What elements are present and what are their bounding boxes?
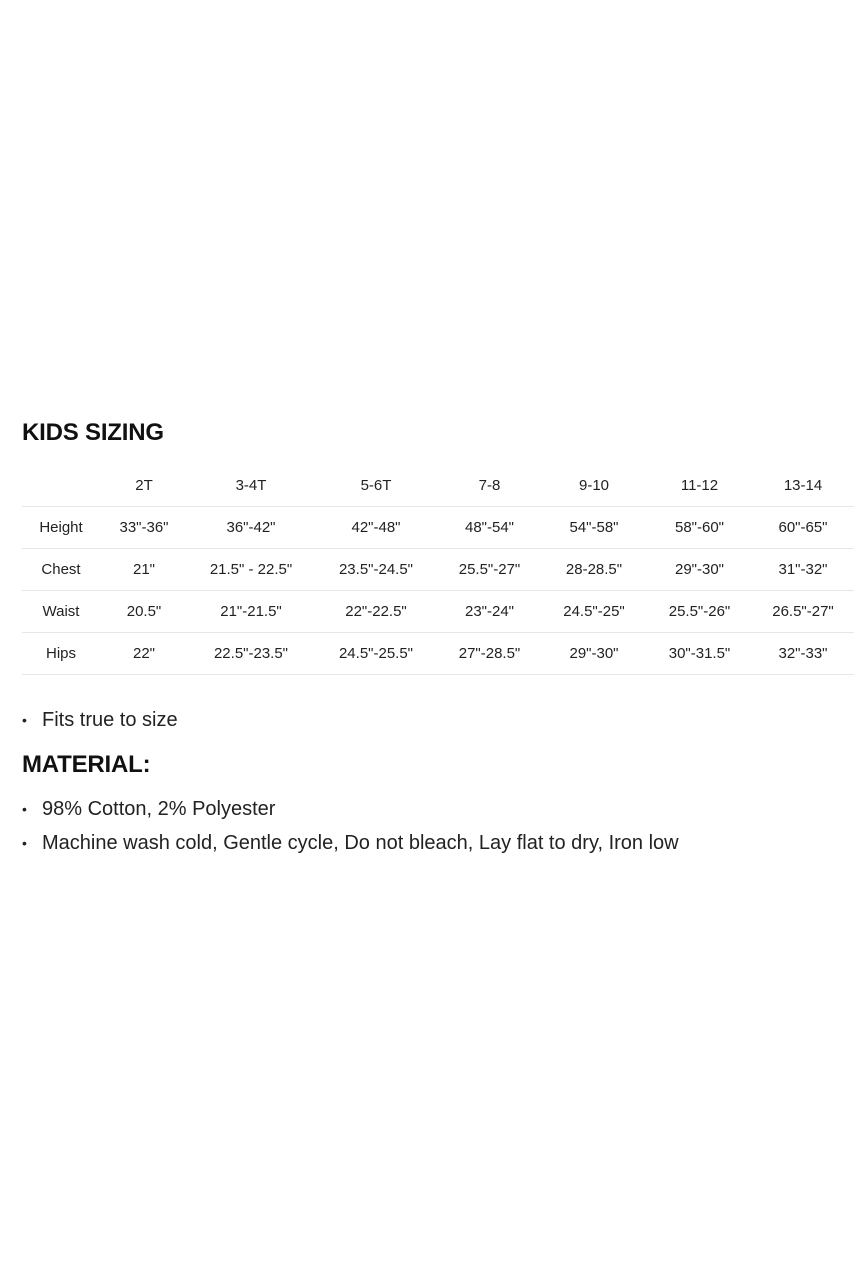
table-row (22, 549, 854, 591)
row-label: Waist (22, 591, 100, 633)
material-list (22, 792, 854, 860)
row-label: Hips (22, 633, 100, 675)
row-label: Height (22, 507, 100, 549)
table-cell: 31"-32" (752, 549, 854, 591)
table-cell: 29"-30" (647, 549, 752, 591)
bullet-icon: • (22, 835, 27, 851)
table-cell: 22"-22.5" (314, 591, 438, 633)
table-cell: 58"-60" (647, 507, 752, 549)
table-cell: 30"-31.5" (647, 633, 752, 675)
table-cell: 23.5"-24.5" (314, 549, 438, 591)
product-details (22, 418, 854, 860)
table-cell: 60"-65" (752, 507, 854, 549)
size-header-cell: 9-10 (541, 465, 647, 507)
table-cell: 27"-28.5" (438, 633, 541, 675)
bullet-icon: • (22, 801, 27, 817)
size-header-cell: 3-4T (188, 465, 314, 507)
table-cell: 48"-54" (438, 507, 541, 549)
table-row (22, 507, 854, 549)
bullet-icon: • (22, 712, 27, 728)
kids-sizing-title: KIDS SIZING (22, 419, 164, 446)
table-cell: 54"-58" (541, 507, 647, 549)
table-cell: 26.5"-27" (752, 591, 854, 633)
table-cell: 23"-24" (438, 591, 541, 633)
table-cell: 42"-48" (314, 507, 438, 549)
size-header-cell: 13-14 (752, 465, 854, 507)
table-cell: 25.5"-27" (438, 549, 541, 591)
table-cell: 29"-30" (541, 633, 647, 675)
table-cell: 25.5"-26" (647, 591, 752, 633)
size-header-corner (22, 465, 100, 507)
size-header-cell: 5-6T (314, 465, 438, 507)
list-item (22, 703, 854, 737)
table-cell: 28-28.5" (541, 549, 647, 591)
table-cell: 24.5"-25.5" (314, 633, 438, 675)
table-cell: 36"-42" (188, 507, 314, 549)
table-cell: 20.5" (100, 591, 188, 633)
size-chart-table (22, 465, 854, 675)
list-item (22, 826, 854, 860)
table-cell: 21.5" - 22.5" (188, 549, 314, 591)
table-cell: 33"-36" (100, 507, 188, 549)
size-header-cell: 11-12 (647, 465, 752, 507)
material-item-text: 98% Cotton, 2% Polyester (42, 798, 276, 820)
list-item (22, 792, 854, 826)
size-header-cell: 2T (100, 465, 188, 507)
size-header-row (22, 465, 854, 507)
size-header-cell: 7-8 (438, 465, 541, 507)
table-cell: 22.5"-23.5" (188, 633, 314, 675)
material-item-text: Machine wash cold, Gentle cycle, Do not bleach, Lay flat to dry, Iron low (42, 832, 679, 854)
table-row (22, 591, 854, 633)
table-cell: 24.5"-25" (541, 591, 647, 633)
table-row (22, 633, 854, 675)
table-cell: 21" (100, 549, 188, 591)
material-title: MATERIAL: (22, 751, 151, 778)
fit-notes-list (22, 703, 854, 737)
table-cell: 21"-21.5" (188, 591, 314, 633)
row-label: Chest (22, 549, 100, 591)
table-cell: 32"-33" (752, 633, 854, 675)
table-cell: 22" (100, 633, 188, 675)
fit-note-text: Fits true to size (42, 709, 178, 731)
